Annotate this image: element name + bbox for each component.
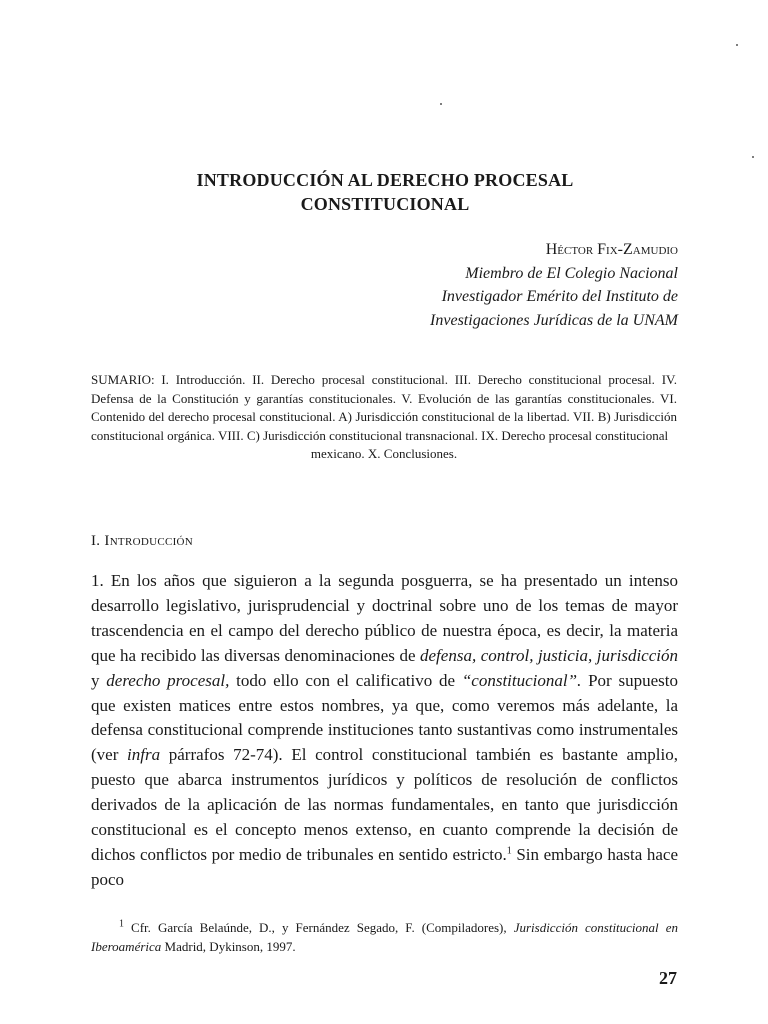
scan-speck	[440, 103, 442, 105]
body-text-part: todo ello con el calificativo de	[229, 670, 462, 690]
footnote-marker: 1	[119, 918, 124, 930]
title-line-2: CONSTITUCIONAL	[300, 194, 470, 214]
section-heading: I. Introducción	[91, 533, 194, 549]
body-text-part: 1. En los años que siguieron a la segunda posguerra, se ha presentado un intenso desarrollo legislativo, jurisprudencial y doctrinal sobre uno de los temas de mayor trascendencia en el campo del derecho público de nuestra época, es decir, la materia que ha recibido las diversas denominaciones de	[91, 571, 678, 665]
footnote-text: Madrid, Dykinson, 1997.	[161, 939, 296, 954]
page-number: 27	[659, 968, 677, 988]
body-italic-term: defensa, control, justicia, jurisdicción	[420, 645, 678, 665]
body-italic-term: “constitucional”.	[461, 670, 582, 690]
body-text-part: Por supuesto que existen matices entre estos nombres, ya que, como veremos más adelante, la defensa constitucional comprende instituciones tanto sustantivas como instrumentales (ver	[91, 670, 678, 765]
author-block	[430, 238, 678, 332]
footnote-reference[interactable]: 1	[506, 845, 512, 857]
article-title	[90, 168, 680, 216]
footnote-book-title: Jurisdicción constitucional en Iberoamérica	[91, 920, 678, 954]
title-line-1: INTRODUCCIÓN AL DERECHO PROCESAL	[196, 170, 574, 190]
body-text-part: y	[91, 670, 107, 690]
body-text-part: párrafos 72-74). El control constitucional también es bastante amplio, puesto que abarca instrumentos jurídicos y políticos de resolución de conflictos derivados de la aplicación de las normas fundamentales, en tanto que jurisdicción constitucional es el concepto menos extenso, en cuanto comprende la decisión de dichos conflictos por medio de tribunales en sentido estricto.	[91, 745, 678, 864]
author-affiliation-3: Investigaciones Jurídicas de la UNAM	[430, 311, 678, 329]
body-italic-term: derecho procesal,	[106, 670, 230, 690]
body-text-part: Sin embargo hasta hace poco	[91, 844, 678, 889]
body-italic-term: infra	[127, 745, 161, 765]
footnote	[91, 918, 678, 956]
body-paragraph	[91, 569, 678, 893]
author-affiliation-1: Miembro de El Colegio Nacional	[465, 264, 678, 282]
scan-speck	[736, 44, 738, 46]
summary-last-line: mexicano. X. Conclusiones.	[310, 446, 458, 462]
footnote-text: Cfr. García Belaúnde, D., y Fernández Segado, F. (Compiladores),	[124, 920, 514, 935]
summary-block	[91, 371, 677, 464]
summary-text: SUMARIO: I. Introducción. II. Derecho procesal constitucional. III. Derecho constitucional procesal. IV. Defensa de la Constitución y garantías constitucionales. V. Evolución de las garantías constitucionales. VI. Contenido del derecho procesal constitucional. A) Jurisdicción constitucional de la libertad. VII. B) Jurisdicción constitucional orgánica. VIII. C) Jurisdicción constitucional transnacional. IX. Derecho procesal constitucional	[91, 372, 677, 443]
scan-speck	[752, 156, 754, 158]
author-affiliation-2: Investigador Emérito del Instituto de	[441, 288, 678, 305]
author-name: Héctor Fix-Zamudio	[545, 241, 678, 258]
